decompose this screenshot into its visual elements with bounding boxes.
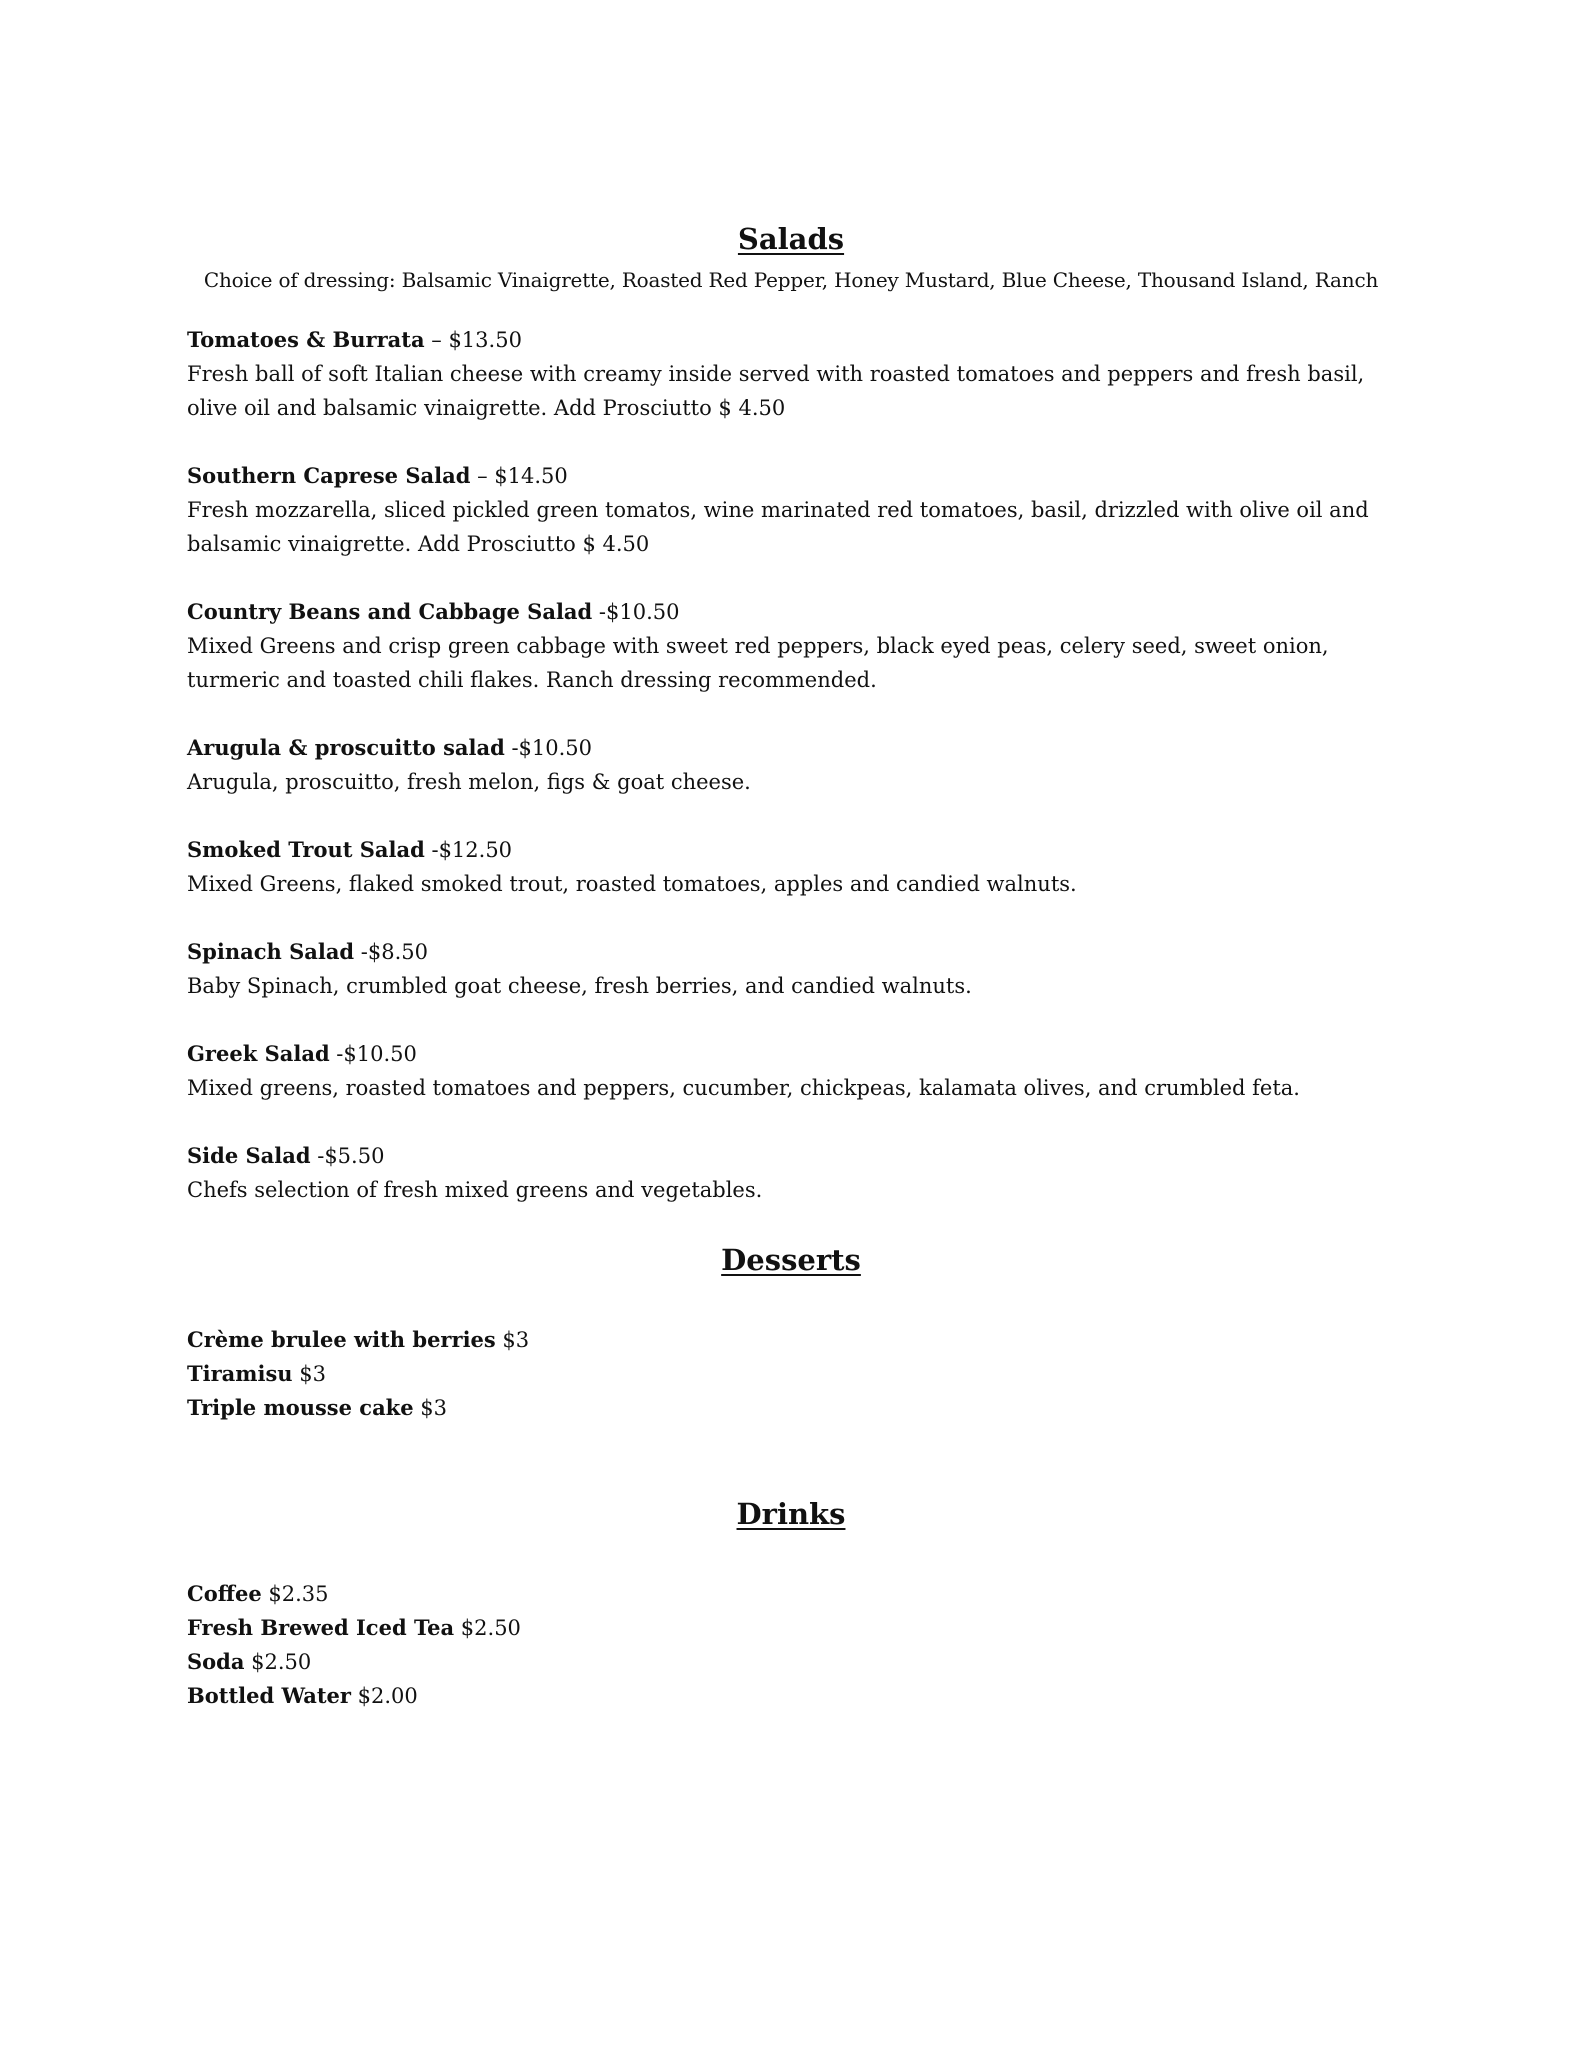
item-price: $3: [495, 1328, 530, 1352]
dressing-note: Choice of dressing: Balsamic Vinaigrette, Roasted Red Pepper, Honey Mustard, Blue Cheese, Thousand Island, Ranch: [203, 268, 1379, 292]
item-description: Mixed greens, roasted tomatoes and peppers, cucumber, chickpeas, kalamata olives, and crumbled feta.: [187, 1076, 1300, 1100]
item-price: -$8.50: [354, 940, 428, 964]
salads-heading: Salads: [737, 222, 845, 256]
item-price: $2.50: [454, 1616, 521, 1640]
item-price: $2.00: [350, 1684, 418, 1708]
menu-item: [187, 1357, 1417, 1391]
item-name: Crème brulee with berries: [187, 1327, 496, 1352]
item-description: Fresh ball of soft Italian cheese with creamy inside served with roasted tomatoes and peppers and fresh basil, olive oil and balsamic vinaigrette. Add Prosciutto $ 4.50: [187, 362, 1365, 420]
item-name: Coffee: [187, 1581, 262, 1606]
item-name: Arugula & proscuitto salad: [187, 735, 505, 760]
menu-item: [187, 1391, 1417, 1425]
item-name: Country Beans and Cabbage Salad: [187, 599, 593, 624]
desserts-heading: Desserts: [721, 1243, 861, 1277]
menu-item: [187, 1037, 1417, 1105]
item-description: Baby Spinach, crumbled goat cheese, fresh berries, and candied walnuts.: [187, 974, 972, 998]
item-name: Soda: [187, 1649, 245, 1674]
item-name: Smoked Trout Salad: [187, 837, 425, 862]
item-description: Mixed Greens and crisp green cabbage with sweet red peppers, black eyed peas, celery seed, sweet onion, turmeric and toasted chili flakes. Ranch dressing recommended.: [187, 634, 1329, 692]
menu-item: [187, 833, 1417, 901]
item-name: Southern Caprese Salad: [187, 463, 471, 488]
drinks-heading: Drinks: [736, 1497, 846, 1531]
menu-item: [187, 1645, 1417, 1679]
item-price: -$10.50: [504, 736, 593, 760]
item-price: $2.50: [244, 1650, 312, 1674]
item-price: $2.35: [261, 1582, 329, 1606]
item-name: Fresh Brewed Iced Tea: [187, 1615, 455, 1640]
item-price: -$12.50: [424, 838, 513, 862]
item-description: Arugula, proscuitto, fresh melon, figs & goat cheese.: [187, 770, 751, 794]
item-description: Mixed Greens, flaked smoked trout, roasted tomatoes, apples and candied walnuts.: [187, 872, 1077, 896]
item-price: -$5.50: [310, 1144, 385, 1168]
item-name: Tomatoes & Burrata: [187, 327, 425, 352]
item-name: Tiramisu: [187, 1361, 293, 1386]
menu-item: [187, 1577, 1417, 1611]
item-price: – $14.50: [470, 464, 568, 488]
menu-item: [187, 731, 1417, 799]
salads-list: [187, 323, 1417, 1207]
item-name: Triple mousse cake: [187, 1395, 414, 1420]
item-price: -$10.50: [329, 1042, 417, 1066]
menu-item: [187, 1679, 1417, 1713]
menu-item: [187, 323, 1417, 425]
menu-item: [187, 1611, 1417, 1645]
item-price: -$10.50: [592, 600, 680, 624]
menu-item: [187, 595, 1417, 697]
item-price: $3: [413, 1396, 447, 1420]
item-name: Side Salad: [187, 1143, 311, 1168]
drinks-list: [187, 1577, 1417, 1713]
menu-item: [187, 1139, 1417, 1207]
menu-item: [187, 935, 1417, 1003]
item-name: Greek Salad: [187, 1041, 330, 1066]
menu-item: [187, 459, 1417, 561]
item-price: – $13.50: [424, 328, 522, 352]
item-description: Chefs selection of fresh mixed greens and vegetables.: [187, 1178, 763, 1202]
item-price: $3: [292, 1362, 326, 1386]
item-name: Bottled Water: [187, 1683, 351, 1708]
item-description: Fresh mozzarella, sliced pickled green tomatos, wine marinated red tomatoes, basil, drizzled with olive oil and balsamic vinaigrette. Add Prosciutto $ 4.50: [187, 498, 1369, 556]
item-name: Spinach Salad: [187, 939, 355, 964]
menu-item: [187, 1323, 1417, 1357]
desserts-list: [187, 1323, 1417, 1425]
